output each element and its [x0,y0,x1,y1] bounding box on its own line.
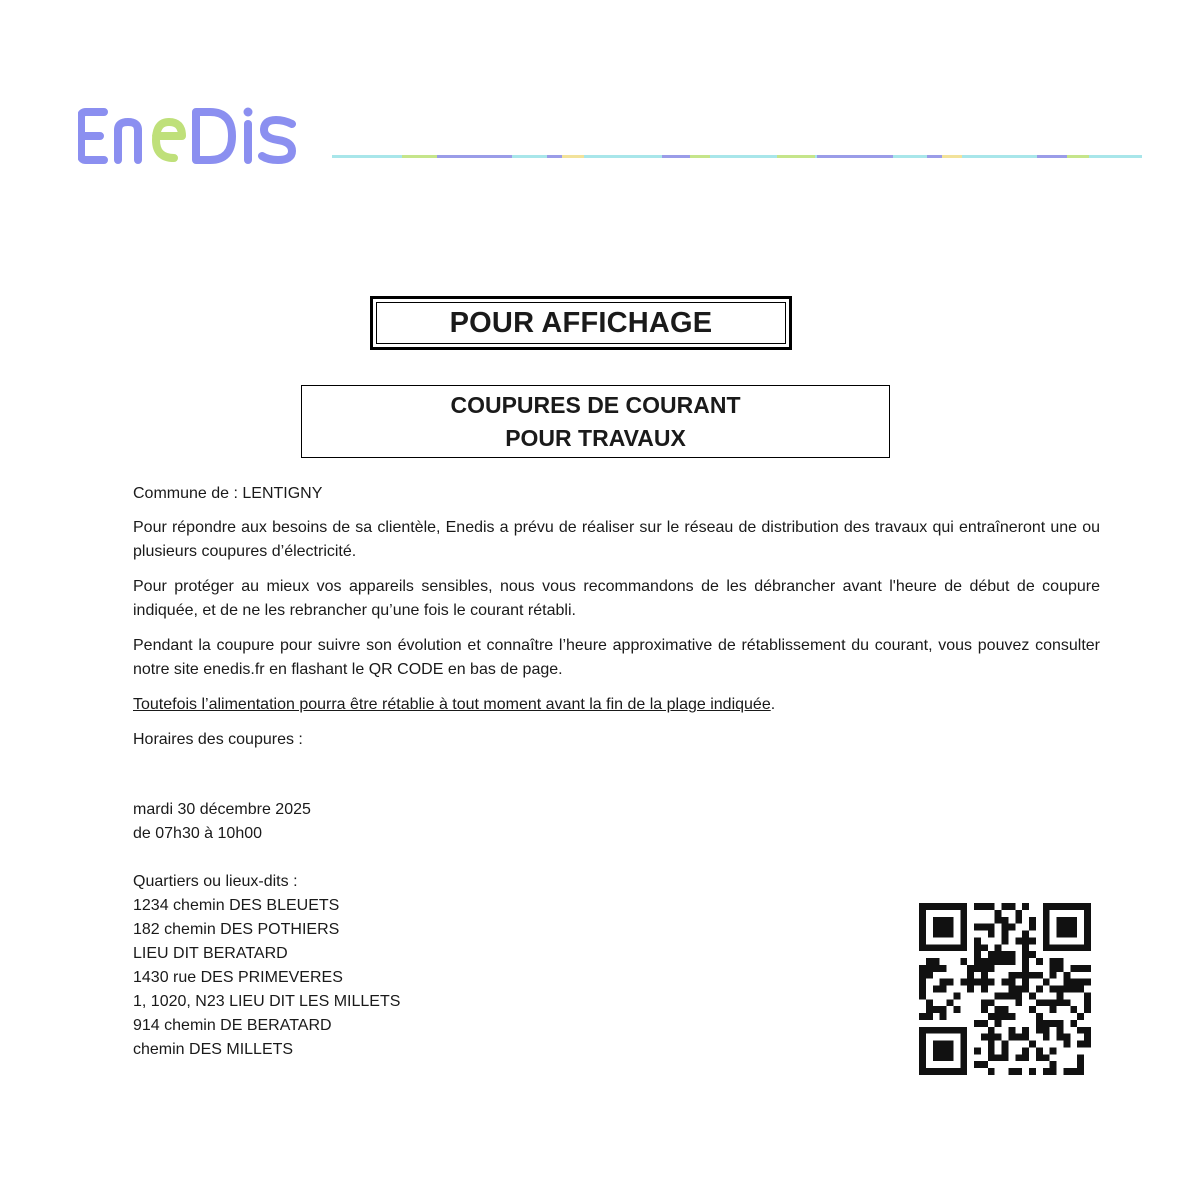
address-item: 1234 chemin DES BLEUETS [133,897,340,914]
address-item: 1430 rue DES PRIMEVERES [133,969,343,986]
notice-title-line2: POUR TRAVAUX [505,424,686,451]
outage-time-range: de 07h30 à 10h00 [133,825,263,842]
outage-date: mardi 30 décembre 2025 [133,801,311,818]
address-item: 1, 1020, N23 LIEU DIT LES MILLETS [133,993,401,1010]
notice-title-line1: COUPURES DE COURANT [450,391,741,418]
paragraph-1: Pour répondre aux besoins de sa clientèle, Enedis a prévu de réaliser sur le réseau de distribution des travaux qui entraîneront une ou plusieurs coupures d’électricité. [133,519,1100,560]
notice-title-box [301,385,890,458]
quartiers-label: Quartiers ou lieux-dits : [133,873,298,890]
paragraph-2: Pour protéger au mieux vos appareils sensibles, nous vous recommandons de les débrancher avant l'heure de début de coupure indiquée, et de ne les rebrancher qu’une fois le courant rétabli. [133,578,1100,619]
commune-line: Commune de : LENTIGNY [133,485,323,502]
enedis-logo [78,100,328,166]
address-item: 182 chemin DES POTHIERS [133,921,340,938]
warning-text: Toutefois l’alimentation pourra être rétablie à tout moment avant la fin de la plage indiquée [133,696,771,713]
affichage-label: POUR AFFICHAGE [376,302,786,344]
warning-line [133,693,1100,717]
warning-period: . [770,696,776,713]
address-item: 914 chemin DE BERATARD [133,1017,332,1034]
header-rule [332,155,1142,158]
paragraph-3: Pendant la coupure pour suivre son évolution et connaître l’heure approximative de rétablissement du courant, vous pouvez consulter notre site enedis.fr en flashant le QR CODE en bas de page. [133,637,1100,678]
affichage-box [370,296,792,350]
qr-code[interactable] [919,903,1091,1075]
address-item: LIEU DIT BERATARD [133,945,288,962]
horaires-label: Horaires des coupures : [133,731,303,748]
address-item: chemin DES MILLETS [133,1041,294,1058]
